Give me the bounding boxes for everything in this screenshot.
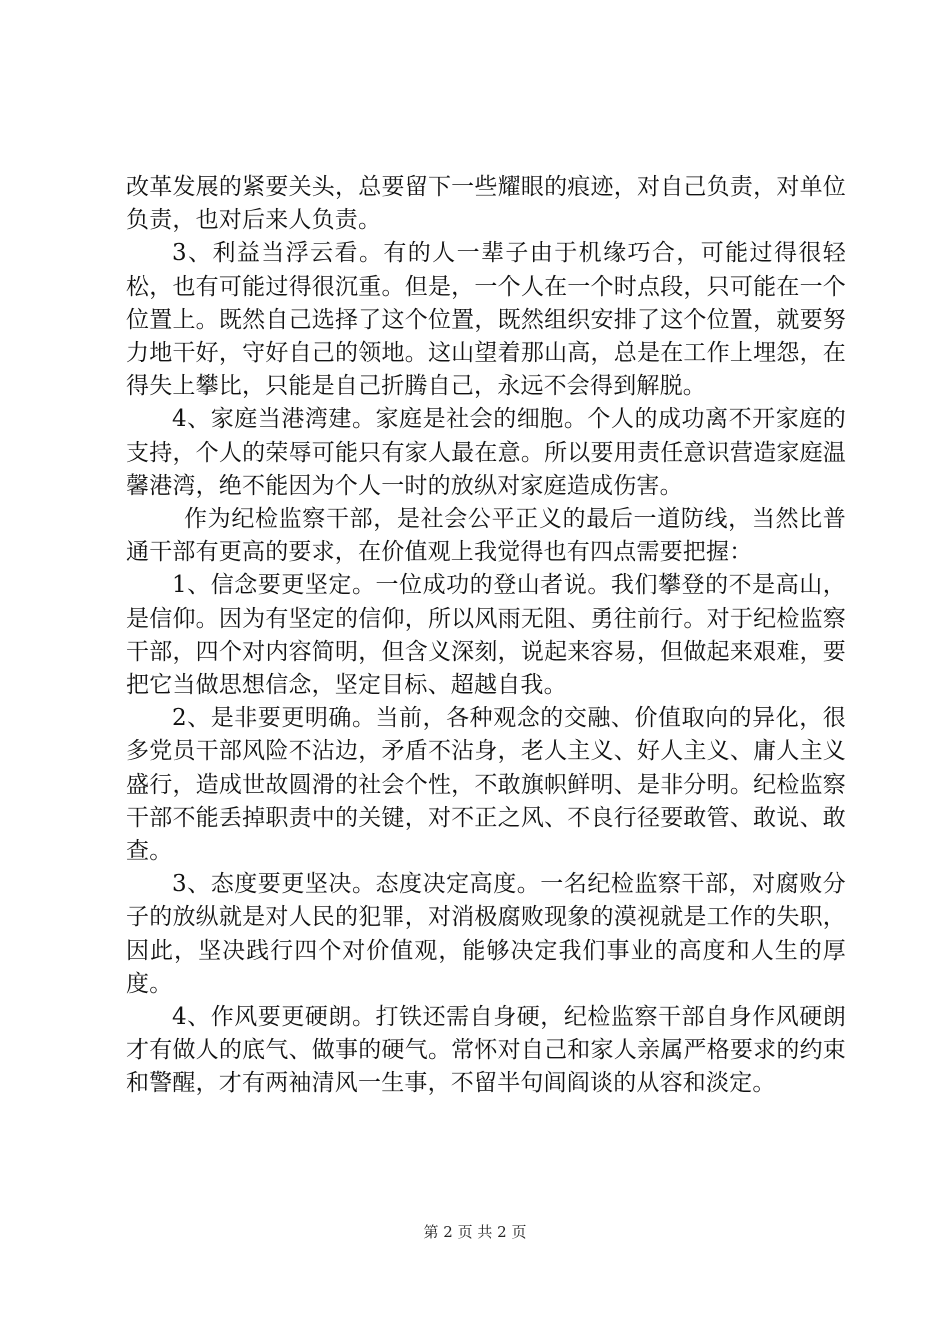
document-body (126, 171, 846, 1101)
paragraph-point-3-interests: 3、利益当浮云看。有的人一辈子由于机缘巧合，可能过得很轻松，也有可能过得很沉重。但是，一个人在一个时点段，只可能在一个位置上。既然自己选择了这个位置，既然组织安排了这个位置，就要努力地干好，守好自己的领地。这山望着那山高，总是在工作上埋怨，在得失上攀比，只能是自己折腾自己，永远不会得到解脱。 (126, 240, 846, 400)
paragraph-point-2-right-wrong: 2、是非要更明确。当前，各种观念的交融、价值取向的异化，很多党员干部风险不沾边，矛盾不沾身，老人主义、好人主义、庸人主义盛行，造成世故圆滑的社会个性，不敢旗帜鲜明、是非分明。纪检监察干部不能丢掉职责中的关键，对不正之风、不良行径要敢管、敢说、敢查。 (126, 705, 846, 865)
paragraph-point-4-family: 4、家庭当港湾建。家庭是社会的细胞。个人的成功离不开家庭的支持，个人的荣辱可能只有家人最在意。所以要用责任意识营造家庭温馨港湾，绝不能因为个人一时的放纵对家庭造成伤害。 (126, 406, 846, 499)
paragraph-point-1-belief: 1、信念要更坚定。一位成功的登山者说。我们攀登的不是高山，是信仰。因为有坚定的信仰，所以风雨无阻、勇往前行。对于纪检监察干部，四个对内容简明，但含义深刻，说起来容易，但做起来艰难，要把它当做思想信念，坚定目标、超越自我。 (126, 572, 846, 699)
paragraph-point-3-attitude: 3、态度要更坚决。态度决定高度。一名纪检监察干部，对腐败分子的放纵就是对人民的犯罪，对消极腐败现象的漠视就是工作的失职，因此，坚决践行四个对价值观，能够决定我们事业的高度和人生的厚度。 (126, 871, 846, 997)
paragraph-point-4-style: 4、作风要更硬朗。打铁还需自身硬，纪检监察干部自身作风硬朗才有做人的底气、做事的硬气。常怀对自己和家人亲属严格要求的约束和警醒，才有两袖清风一生事，不留半句闾阎谈的从容和淡定。 (126, 1004, 846, 1097)
paragraph-continuation: 改革发展的紧要关头，总要留下一些耀眼的痕迹，对自己负责，对单位负责，也对后来人负责。 (126, 174, 846, 234)
paragraph-discipline-cadre-intro: 作为纪检监察干部，是社会公平正义的最后一道防线，当然比普通干部有更高的要求，在价值观上我觉得也有四点需要把握： (126, 506, 846, 566)
page-number-footer: 第 2 页 共 2 页 (423, 1223, 527, 1241)
